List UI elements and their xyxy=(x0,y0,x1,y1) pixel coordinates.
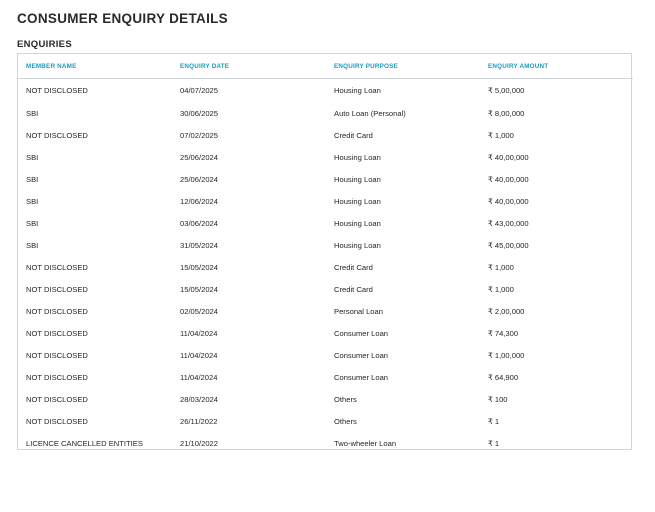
cell-member-name: LICENCE CANCELLED ENTITIES xyxy=(26,438,143,448)
cell-member-name: SBI xyxy=(26,196,39,206)
cell-enquiry-date: 04/07/2025 xyxy=(180,86,219,95)
cell-enquiry-amount xyxy=(480,388,633,410)
cell-enquiry-purpose: Housing Loan xyxy=(334,240,381,250)
cell-member-name: NOT DISCLOSED xyxy=(26,328,88,338)
table-row xyxy=(18,146,633,168)
amount-value: 5,00,000 xyxy=(494,86,525,95)
cell-enquiry-purpose: Others xyxy=(334,394,357,404)
cell-enquiry-date: 31/05/2024 xyxy=(180,240,219,250)
table-row xyxy=(18,322,633,344)
table-row xyxy=(18,79,633,103)
column-header-enquiry-date: ENQUIRY DATE xyxy=(172,54,326,79)
table-row xyxy=(18,124,633,146)
cell-enquiry-purpose: Credit Card xyxy=(334,262,373,272)
cell-enquiry-amount xyxy=(480,344,633,366)
cell-member-name: NOT DISCLOSED xyxy=(26,306,88,316)
cell-member-name: NOT DISCLOSED xyxy=(26,130,88,140)
cell-enquiry-purpose: Consumer Loan xyxy=(334,350,389,360)
cell-enquiry-amount xyxy=(480,300,633,322)
section-title-enquiries: ENQUIRIES xyxy=(17,39,72,50)
rupee-symbol: ₹ xyxy=(488,108,493,118)
rupee-symbol: ₹ xyxy=(488,240,493,250)
cell-enquiry-purpose: Consumer Loan xyxy=(334,328,389,338)
cell-enquiry-purpose: Housing Loan xyxy=(334,174,381,184)
cell-enquiry-date: 15/05/2024 xyxy=(180,262,219,272)
rupee-symbol: ₹ xyxy=(488,394,493,404)
cell-enquiry-amount xyxy=(480,146,633,168)
rupee-symbol: ₹ xyxy=(488,438,493,448)
amount-value: 64,900 xyxy=(494,372,519,382)
rupee-symbol: ₹ xyxy=(488,196,493,206)
table-row xyxy=(18,190,633,212)
rupee-symbol: ₹ xyxy=(488,218,493,228)
cell-enquiry-amount xyxy=(480,124,633,146)
rupee-symbol: ₹ xyxy=(488,284,493,294)
table-row xyxy=(18,278,633,300)
cell-member-name: NOT DISCLOSED xyxy=(26,284,88,294)
cell-member-name: SBI xyxy=(26,240,39,250)
table-row xyxy=(18,410,633,432)
cell-enquiry-date: 07/02/2025 xyxy=(180,130,219,140)
cell-enquiry-date: 25/06/2024 xyxy=(180,174,219,184)
cell-enquiry-amount xyxy=(480,256,633,278)
cell-enquiry-date: 11/04/2024 xyxy=(180,372,218,382)
cell-enquiry-purpose: Credit Card xyxy=(334,130,373,140)
table-row xyxy=(18,344,633,366)
amount-value: 1,00,000 xyxy=(494,350,525,360)
cell-member-name: NOT DISCLOSED xyxy=(26,394,88,404)
cell-member-name: SBI xyxy=(26,218,39,228)
cell-enquiry-purpose: Housing Loan xyxy=(334,196,381,206)
cell-enquiry-amount xyxy=(480,234,633,256)
rupee-symbol: ₹ xyxy=(488,262,493,272)
table-row xyxy=(18,366,633,388)
rupee-symbol: ₹ xyxy=(488,174,493,184)
cell-enquiry-amount xyxy=(480,102,633,124)
column-header-enquiry-amount: ENQUIRY AMOUNT xyxy=(480,54,633,79)
table-row xyxy=(18,300,633,322)
cell-enquiry-date: 26/11/2022 xyxy=(180,416,218,426)
amount-value: 74,300 xyxy=(494,328,519,338)
table-row xyxy=(18,102,633,124)
amount-value: 1 xyxy=(494,416,500,426)
cell-enquiry-purpose: Consumer Loan xyxy=(334,372,389,382)
amount-value: 40,00,000 xyxy=(494,152,529,162)
amount-value: 1,000 xyxy=(494,284,514,294)
amount-value: 2,00,000 xyxy=(494,306,525,316)
cell-enquiry-purpose: Two-wheeler Loan xyxy=(334,438,397,448)
table-row xyxy=(18,388,633,410)
cell-enquiry-amount xyxy=(480,212,633,234)
cell-enquiry-date: 02/05/2024 xyxy=(180,306,219,316)
table-row xyxy=(18,212,633,234)
cell-member-name: SBI xyxy=(26,174,39,184)
cell-enquiry-amount xyxy=(480,432,633,454)
table-row xyxy=(18,432,633,454)
cell-enquiry-date: 11/04/2024 xyxy=(180,328,218,338)
enquiries-table-container xyxy=(17,53,632,450)
table-row xyxy=(18,256,633,278)
amount-value: 40,00,000 xyxy=(494,196,529,206)
cell-enquiry-purpose: Others xyxy=(334,416,357,426)
amount-value: 43,00,000 xyxy=(494,218,529,228)
amount-value: 1 xyxy=(494,438,500,448)
amount-value: 100 xyxy=(494,394,508,404)
table-header-row xyxy=(18,54,633,79)
cell-enquiry-amount xyxy=(480,366,633,388)
table-row xyxy=(18,168,633,190)
rupee-symbol: ₹ xyxy=(488,372,493,382)
cell-member-name: NOT DISCLOSED xyxy=(26,372,88,382)
cell-member-name: NOT DISCLOSED xyxy=(26,350,88,360)
cell-member-name: NOT DISCLOSED xyxy=(26,416,88,426)
amount-value: 1,000 xyxy=(494,262,514,272)
cell-enquiry-date: 28/03/2024 xyxy=(180,394,219,404)
cell-enquiry-date: 12/06/2024 xyxy=(180,196,219,206)
rupee-symbol: ₹ xyxy=(488,86,493,95)
cell-enquiry-date: 03/06/2024 xyxy=(180,218,219,228)
enquiries-table xyxy=(18,54,633,454)
column-header-member-name: MEMBER NAME xyxy=(18,54,172,79)
cell-member-name: SBI xyxy=(26,152,39,162)
cell-member-name: SBI xyxy=(26,108,39,118)
table-body xyxy=(18,79,633,455)
cell-enquiry-amount xyxy=(480,278,633,300)
rupee-symbol: ₹ xyxy=(488,130,493,140)
cell-enquiry-amount xyxy=(480,190,633,212)
rupee-symbol: ₹ xyxy=(488,416,493,426)
cell-enquiry-purpose: Personal Loan xyxy=(334,306,383,316)
cell-enquiry-date: 30/06/2025 xyxy=(180,108,219,118)
amount-value: 1,000 xyxy=(494,130,514,140)
cell-enquiry-purpose: Housing Loan xyxy=(334,86,381,95)
cell-enquiry-date: 21/10/2022 xyxy=(180,438,219,448)
cell-enquiry-purpose: Credit Card xyxy=(334,284,373,294)
rupee-symbol: ₹ xyxy=(488,306,493,316)
rupee-symbol: ₹ xyxy=(488,328,493,338)
cell-enquiry-date: 11/04/2024 xyxy=(180,350,218,360)
column-header-enquiry-purpose: ENQUIRY PURPOSE xyxy=(326,54,480,79)
rupee-symbol: ₹ xyxy=(488,350,493,360)
cell-enquiry-amount xyxy=(480,79,633,103)
cell-enquiry-amount xyxy=(480,410,633,432)
amount-value: 40,00,000 xyxy=(494,174,529,184)
table-row xyxy=(18,234,633,256)
cell-member-name: NOT DISCLOSED xyxy=(26,262,88,272)
rupee-symbol: ₹ xyxy=(488,152,493,162)
page-title: CONSUMER ENQUIRY DETAILS xyxy=(17,11,228,26)
cell-member-name: NOT DISCLOSED xyxy=(26,86,88,95)
amount-value: 8,00,000 xyxy=(494,108,525,118)
cell-enquiry-purpose: Housing Loan xyxy=(334,218,381,228)
cell-enquiry-purpose: Housing Loan xyxy=(334,152,381,162)
amount-value: 45,00,000 xyxy=(494,240,529,250)
cell-enquiry-date: 25/06/2024 xyxy=(180,152,219,162)
cell-enquiry-purpose: Auto Loan (Personal) xyxy=(334,108,406,118)
cell-enquiry-date: 15/05/2024 xyxy=(180,284,219,294)
cell-enquiry-amount xyxy=(480,168,633,190)
cell-enquiry-amount xyxy=(480,322,633,344)
